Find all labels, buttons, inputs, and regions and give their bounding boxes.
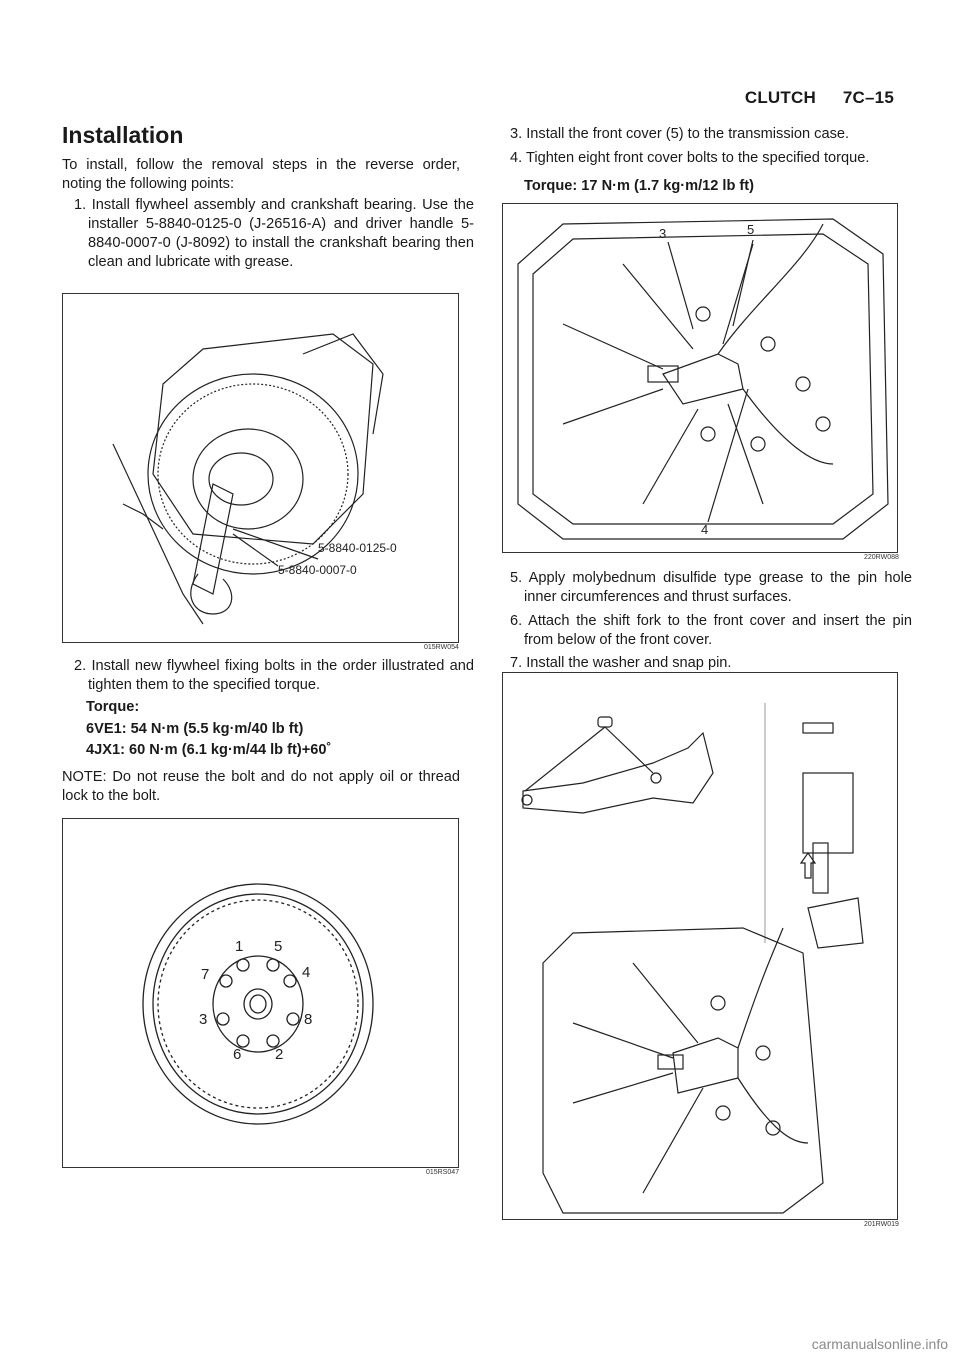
intro-text: To install, follow the removal steps in the reverse order, noting the following points: — [62, 157, 460, 192]
callout-4: 4 — [701, 522, 709, 537]
bolt-order-5: 5 — [274, 938, 283, 955]
bolt-order-2: 2 — [275, 1046, 284, 1063]
bolt-order-6: 6 — [233, 1046, 242, 1063]
page-header — [745, 88, 894, 108]
figure-code-4: 201RW019 — [864, 1221, 899, 1228]
figure-code-2: 015RS047 — [426, 1169, 460, 1176]
step-3: 3. Install the front cover (5) to the transmission case. — [510, 126, 850, 142]
front-cover-drawing — [503, 204, 897, 552]
callout-3: 3 — [659, 226, 667, 241]
step-1: 1. Install flywheel assembly and crankshaft bearing. Use the installer 5-8840-0125-0 (J-26516-A) and driver handle 5-8840-0007-0 (J-8092) to install the crankshaft bearing then clean and lubricate with grease. — [74, 197, 474, 270]
shift-fork-drawing — [503, 673, 897, 1219]
torque-front-cover: Torque: 17 N·m (1.7 kg·m/12 lb ft) — [524, 178, 755, 194]
note-text: NOTE: Do not reuse the bolt and do not apply oil or thread lock to the bolt. — [62, 769, 460, 804]
step-5: 5. Apply molybednum disulfide type grease to the pin hole inner circumferences and thrust surfaces. — [510, 570, 912, 605]
section-title: Installation — [62, 122, 184, 148]
tool-label-handle: 5-8840-0007-0 — [278, 563, 357, 577]
tool-label-installer: 5-8840-0125-0 — [318, 541, 397, 555]
bolt-order-drawing — [63, 819, 458, 1167]
bolt-order-1: 1 — [235, 938, 244, 955]
figure-shift-fork — [502, 672, 898, 1220]
callout-5: 5 — [747, 222, 755, 237]
watermark: carmanualsonline.info — [811, 1336, 948, 1352]
bolt-order-3: 3 — [199, 1011, 208, 1028]
bolt-order-7: 7 — [201, 966, 210, 983]
torque-4jx1: 4JX1: 60 N·m (6.1 kg·m/44 lb ft)+60˚ — [86, 742, 332, 758]
step-4: 4. Tighten eight front cover bolts to the specified torque. — [510, 150, 870, 166]
figure-code-1: 015RW054 — [424, 644, 459, 651]
torque-6ve1: 6VE1: 54 N·m (5.5 kg·m/40 lb ft) — [86, 721, 304, 737]
figure-code-3: 220RW088 — [864, 554, 899, 561]
step-7: 7. Install the washer and snap pin. — [510, 655, 732, 671]
page-number: 7C–15 — [842, 88, 894, 107]
step-6: 6. Attach the shift fork to the front cover and insert the pin from below of the front cover. — [510, 613, 912, 648]
figure-bolt-order — [62, 818, 459, 1168]
torque-label: Torque: — [86, 699, 140, 715]
bolt-order-8: 8 — [304, 1011, 313, 1028]
section-name: CLUTCH — [744, 88, 816, 107]
figure-flywheel-installer — [62, 293, 459, 643]
figure-front-cover — [502, 203, 898, 553]
flywheel-installer-drawing — [63, 294, 458, 642]
step-2: 2. Install new flywheel fixing bolts in the order illustrated and tighten them to the specified torque. — [74, 658, 474, 693]
bolt-order-4: 4 — [302, 964, 311, 981]
